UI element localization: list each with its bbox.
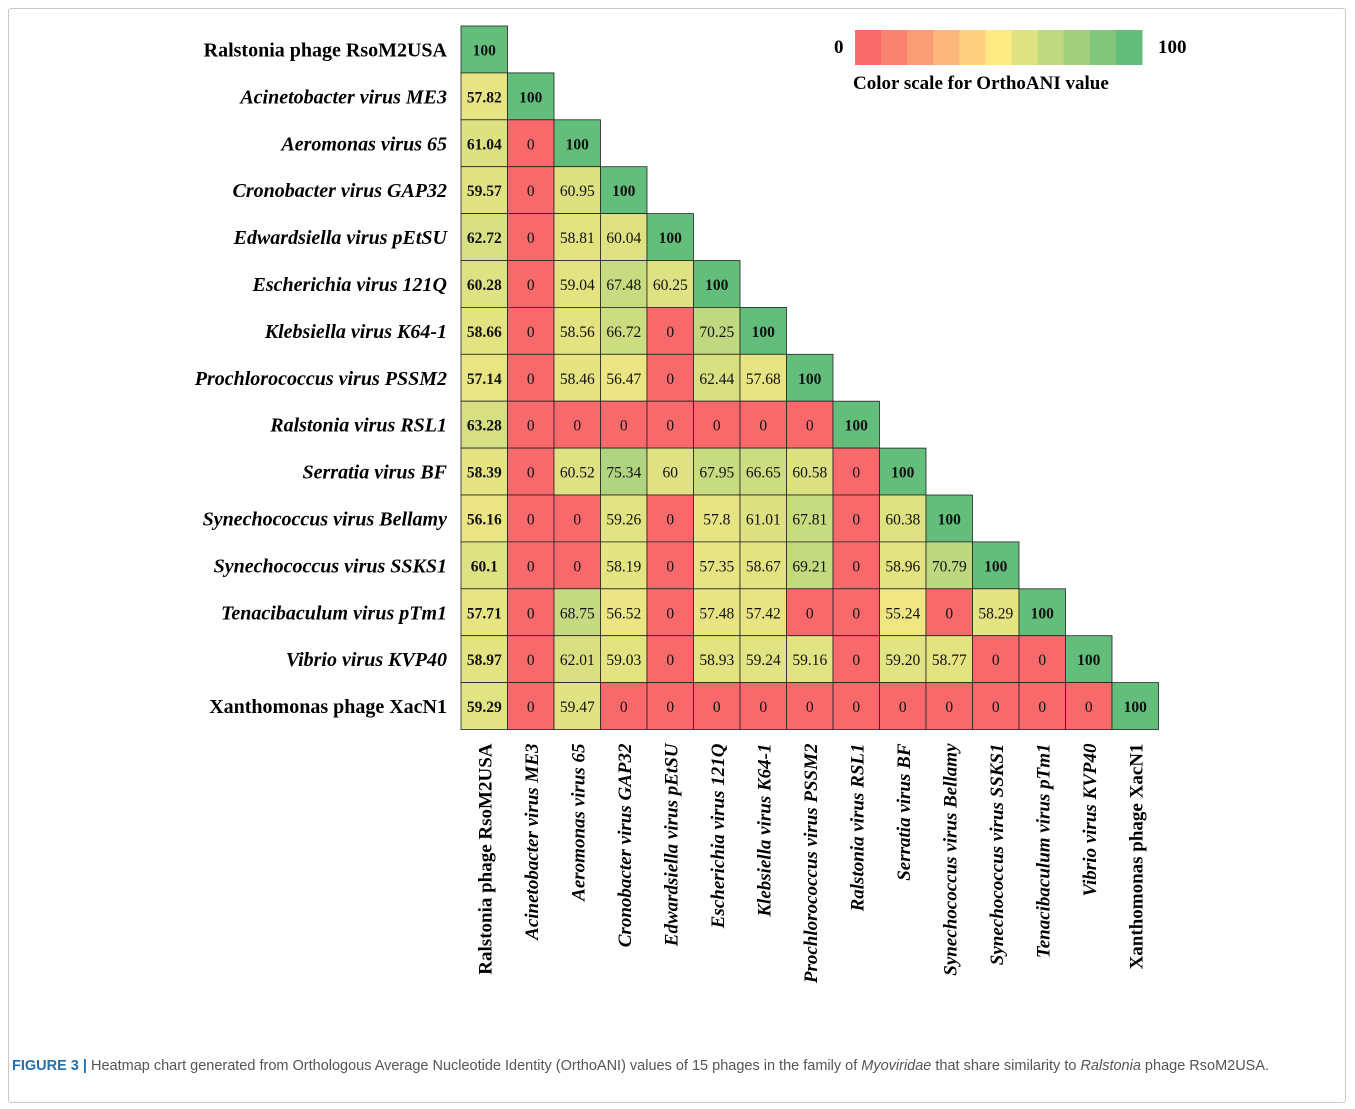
cell-value-label: 0	[1038, 652, 1047, 670]
cell-value-label: 0	[759, 417, 768, 435]
cell-value-label: 58.97	[466, 652, 502, 670]
cell-value-label: 100	[1030, 605, 1054, 623]
cell-value-label: 57.71	[466, 605, 502, 623]
color-scale-swatch	[933, 30, 960, 65]
cell-value-label: 0	[712, 699, 721, 717]
cell-value-label: 0	[805, 417, 814, 435]
caption-italic-1: Myoviridae	[861, 1058, 932, 1074]
cell-value-label: 57.14	[466, 370, 502, 388]
cell-value-label: 0	[1038, 699, 1047, 717]
cell-value-label: 58.81	[559, 230, 595, 248]
column-label: Vibrio virus KVP40	[1079, 743, 1101, 897]
cell-value-label: 59.20	[885, 652, 921, 670]
column-label: Synechococcus virus SSKS1	[986, 743, 1008, 966]
cell-value-label: 59.26	[606, 511, 642, 529]
cell-value-label: 100	[705, 276, 729, 294]
cell-value-label: 57.48	[699, 605, 735, 623]
cell-value-label: 100	[751, 323, 775, 341]
cell-value-label: 100	[1077, 652, 1101, 670]
cell-value-label: 59.03	[606, 652, 642, 670]
figure-label: FIGURE 3 |	[12, 1058, 87, 1074]
cell-value-label: 60.38	[885, 511, 921, 529]
cell-value-label: 0	[945, 605, 954, 623]
cell-value-label: 0	[852, 511, 861, 529]
cell-value-label: 59.04	[559, 276, 595, 294]
cell-value-label: 0	[666, 605, 675, 623]
cell-value-label: 0	[526, 136, 535, 154]
column-label: Synechococcus virus Bellamy	[940, 743, 962, 976]
column-label: Tenacibaculum virus pTm1	[1033, 743, 1055, 959]
cell-value-label: 67.81	[792, 511, 828, 529]
cell-value-label: 75.34	[606, 464, 642, 482]
color-scale-swatch	[855, 30, 882, 65]
cell-value-label: 0	[526, 511, 535, 529]
caption-text-3: phage RsoM2USA.	[1140, 1058, 1270, 1074]
column-label: Acinetobacter virus ME3	[521, 743, 543, 940]
cell-value-label: 0	[526, 276, 535, 294]
row-label: Cronobacter virus GAP32	[232, 180, 447, 203]
cell-value-label: 62.01	[559, 652, 595, 670]
cell-value-label: 60.58	[792, 464, 828, 482]
cell-value-label: 60.1	[470, 558, 498, 576]
column-label: Edwardsiella virus pEtSU	[661, 743, 683, 947]
cell-value-label: 66.65	[745, 464, 781, 482]
cell-value-label: 58.46	[559, 370, 595, 388]
color-scale-swatch	[1090, 30, 1117, 65]
cell-value-label: 100	[798, 370, 822, 388]
row-label: Edwardsiella virus pEtSU	[233, 227, 447, 250]
cell-value-label: 66.72	[606, 323, 642, 341]
cell-value-label: 0	[945, 699, 954, 717]
column-label: Klebsiella virus K64-1	[754, 743, 776, 917]
row-label: Vibrio virus KVP40	[285, 649, 447, 672]
cell-value-label: 60.25	[652, 276, 688, 294]
cell-value-label: 61.04	[466, 136, 502, 154]
column-label: Xanthomonas phage XacN1	[1126, 743, 1148, 970]
row-label: Acinetobacter virus ME3	[240, 86, 447, 109]
cell-value-label: 58.96	[885, 558, 921, 576]
cell-value-label: 68.75	[559, 605, 595, 623]
row-label: Klebsiella virus K64-1	[264, 320, 447, 343]
cell-value-label: 0	[852, 699, 861, 717]
cell-value-label: 0	[619, 699, 628, 717]
cell-value-label: 67.95	[699, 464, 735, 482]
row-label: Synechococcus virus SSKS1	[213, 555, 447, 578]
cell-value-label: 0	[712, 417, 721, 435]
caption-italic-2: Ralstonia	[1080, 1058, 1141, 1074]
column-label: Aeromonas virus 65	[568, 743, 590, 901]
cell-value-label: 100	[937, 511, 961, 529]
cell-value-label: 0	[852, 605, 861, 623]
cell-value-label: 0	[898, 699, 907, 717]
cell-value-label: 100	[1123, 699, 1147, 717]
cell-value-label: 0	[573, 417, 582, 435]
cell-value-label: 100	[844, 417, 868, 435]
cell-value-label: 59.29	[466, 699, 502, 717]
cell-value-label: 0	[526, 558, 535, 576]
cell-value-label: 100	[519, 89, 543, 107]
cell-value-label: 0	[852, 558, 861, 576]
cell-value-label: 0	[666, 699, 675, 717]
cell-value-label: 60.52	[559, 464, 595, 482]
cell-value-label: 0	[666, 323, 675, 341]
cell-value-label: 0	[666, 370, 675, 388]
cell-value-label: 63.28	[466, 417, 502, 435]
row-label: Tenacibaculum virus pTm1	[221, 602, 447, 625]
cell-value-label: 56.52	[606, 605, 642, 623]
cell-value-label: 58.56	[559, 323, 595, 341]
cell-value-label: 0	[666, 558, 675, 576]
cell-value-label: 56.16	[466, 511, 502, 529]
cell-value-label: 0	[666, 417, 675, 435]
cell-value-label: 70.79	[931, 558, 967, 576]
row-label: Aeromonas virus 65	[281, 133, 447, 156]
cell-value-label: 0	[526, 605, 535, 623]
cell-value-label: 60	[662, 464, 678, 482]
row-label: Serratia virus BF	[302, 461, 447, 484]
column-label: Ralstonia virus RSL1	[847, 743, 869, 912]
cell-value-label: 0	[573, 558, 582, 576]
row-label: Ralstonia virus RSL1	[270, 414, 447, 437]
cell-value-label: 100	[891, 464, 915, 482]
cell-value-label: 58.29	[978, 605, 1014, 623]
cell-value-label: 60.28	[466, 276, 502, 294]
cell-value-label: 58.39	[466, 464, 502, 482]
color-scale-swatch	[907, 30, 934, 65]
cell-value-label: 60.04	[606, 230, 642, 248]
color-scale-swatch	[959, 30, 986, 65]
cell-value-label: 100	[565, 136, 589, 154]
cell-value-label: 59.47	[559, 699, 595, 717]
color-scale-min-label: 0	[834, 37, 844, 58]
cell-value-label: 58.66	[466, 323, 502, 341]
cell-value-label: 61.01	[745, 511, 781, 529]
caption-text-1: Heatmap chart generated from Orthologous Average Nucleotide Identity (OrthoANI) values of 15 phages in the family of	[86, 1058, 862, 1074]
cell-value-label: 60.95	[559, 183, 595, 201]
cell-value-label: 0	[666, 652, 675, 670]
cell-value-label: 56.47	[606, 370, 642, 388]
column-label: Prochlorococcus virus PSSM2	[800, 743, 822, 984]
cell-value-label: 57.35	[699, 558, 735, 576]
cell-value-label: 55.24	[885, 605, 921, 623]
cell-value-label: 0	[526, 652, 535, 670]
cell-value-label: 69.21	[792, 558, 828, 576]
cell-value-label: 57.82	[466, 89, 502, 107]
cell-value-label: 59.24	[745, 652, 781, 670]
color-scale-title: Color scale for OrthoANI value	[853, 73, 1109, 94]
cell-value-label: 0	[526, 230, 535, 248]
cell-value-label: 57.68	[745, 370, 781, 388]
cell-value-label: 58.67	[745, 558, 781, 576]
color-scale-swatch	[881, 30, 908, 65]
color-scale-swatch	[1064, 30, 1091, 65]
cell-value-label: 59.16	[792, 652, 828, 670]
cell-value-label: 0	[526, 183, 535, 201]
cell-value-label: 0	[1084, 699, 1093, 717]
cell-value-label: 100	[612, 183, 636, 201]
row-label: Escherichia virus 121Q	[252, 273, 447, 296]
row-label: Ralstonia phage RsoM2USA	[203, 39, 447, 62]
cell-value-label: 0	[666, 511, 675, 529]
cell-value-label: 0	[991, 652, 1000, 670]
cell-value-label: 0	[852, 652, 861, 670]
cell-value-label: 100	[472, 42, 496, 60]
cell-value-label: 100	[658, 230, 682, 248]
cell-value-label: 0	[526, 464, 535, 482]
cell-value-label: 0	[805, 605, 814, 623]
cell-value-label: 59.57	[466, 183, 502, 201]
cell-value-label: 57.8	[703, 511, 731, 529]
cell-value-label: 0	[526, 417, 535, 435]
cell-value-label: 0	[526, 370, 535, 388]
cell-value-label: 0	[619, 417, 628, 435]
cell-value-label: 58.77	[931, 652, 967, 670]
caption-text-2: that share similarity to	[931, 1058, 1081, 1074]
cell-value-label: 0	[991, 699, 1000, 717]
figure-caption	[12, 1056, 1332, 1077]
cell-value-label: 0	[573, 511, 582, 529]
color-scale-swatch	[1116, 30, 1143, 65]
cell-value-label: 62.44	[699, 370, 735, 388]
color-scale-swatch	[985, 30, 1012, 65]
column-label: Ralstonia phage RsoM2USA	[475, 743, 497, 975]
cell-value-label: 0	[526, 323, 535, 341]
row-label: Prochlorococcus virus PSSM2	[194, 367, 447, 390]
cell-value-label: 0	[852, 464, 861, 482]
column-label: Escherichia virus 121Q	[707, 743, 729, 929]
color-scale-swatch	[1038, 30, 1065, 65]
cell-value-label: 100	[984, 558, 1008, 576]
cell-value-label: 62.72	[466, 230, 502, 248]
cell-value-label: 0	[759, 699, 768, 717]
color-scale-max-label: 100	[1158, 37, 1187, 58]
cell-value-label: 67.48	[606, 276, 642, 294]
cell-value-label: 57.42	[745, 605, 781, 623]
cell-value-label: 70.25	[699, 323, 735, 341]
cell-value-label: 58.93	[699, 652, 735, 670]
column-label: Cronobacter virus GAP32	[614, 743, 636, 948]
cell-value-label: 0	[526, 699, 535, 717]
row-label: Xanthomonas phage XacN1	[209, 696, 447, 719]
column-label: Serratia virus BF	[893, 743, 915, 881]
color-scale-swatch	[1012, 30, 1039, 65]
cell-value-label: 0	[805, 699, 814, 717]
cell-value-label: 58.19	[606, 558, 642, 576]
row-label: Synechococcus virus Bellamy	[202, 508, 447, 531]
